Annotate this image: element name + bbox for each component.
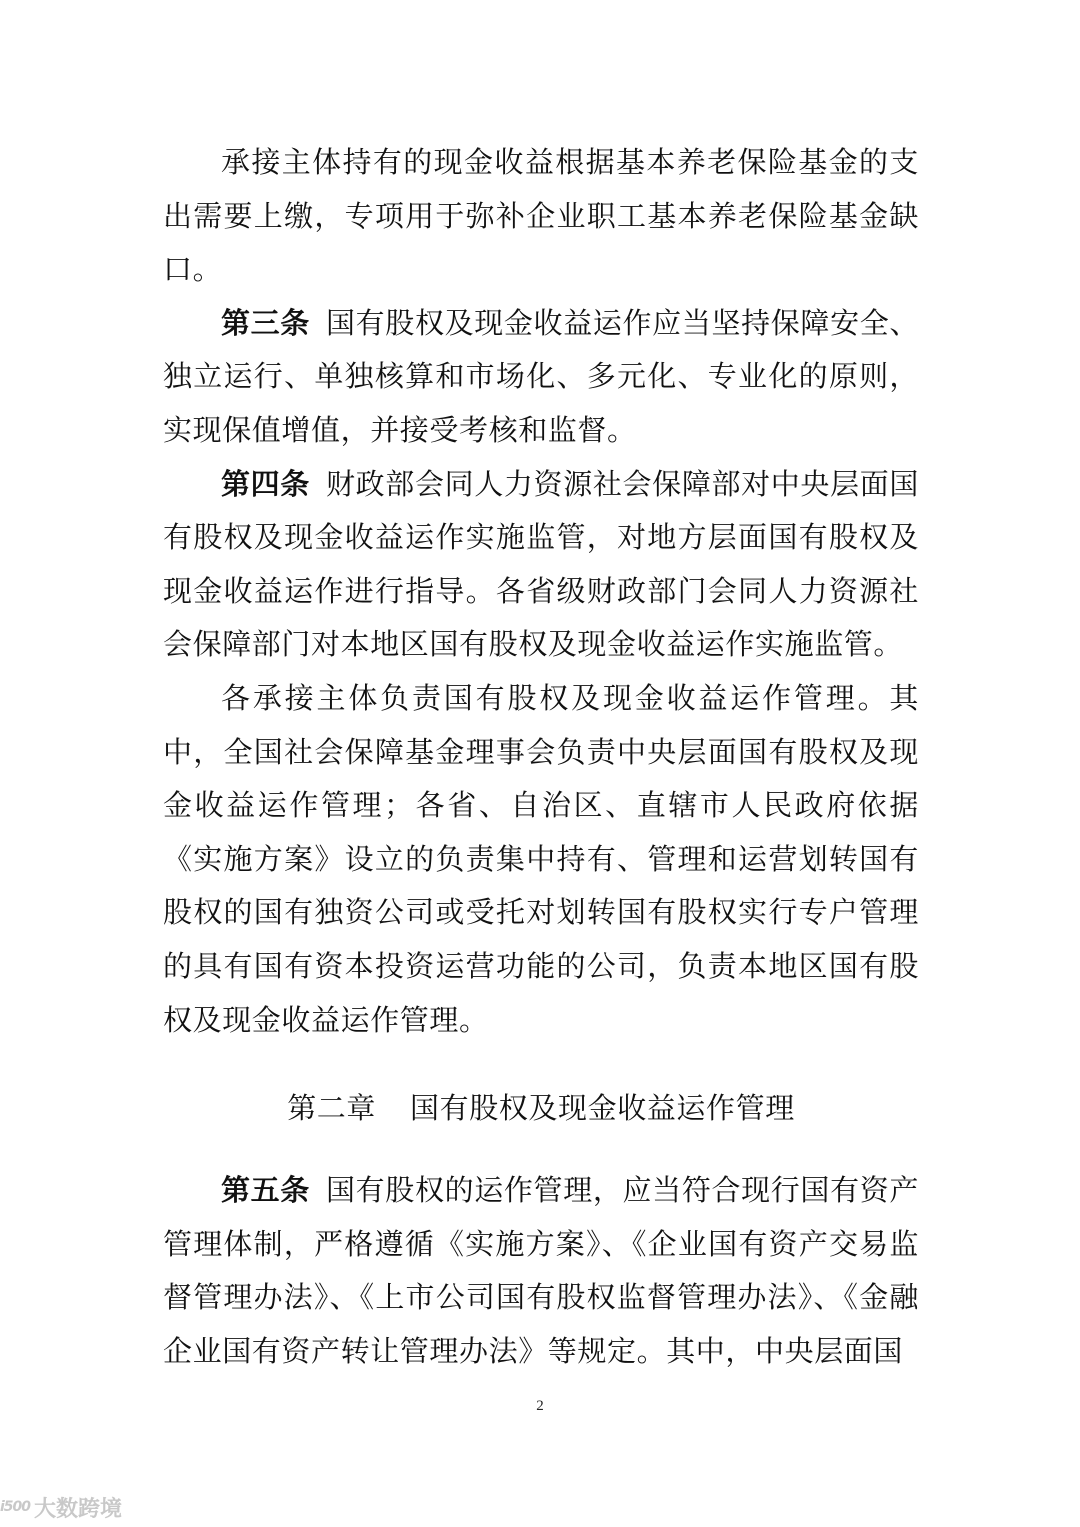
article-text: 财政部会同人力资源社会保障部对中央层面国有股权及现金收益运作实施监管，对地方层面国有股权及现金收益运作进行指导。各省级财政部门会同人力资源社会保障部门对本地区国有股权及现金收益运作实施监管。: [163, 466, 919, 662]
paragraph-cash-income: [163, 136, 919, 297]
watermark: [0, 1490, 122, 1524]
article-label: 第五条: [221, 1173, 310, 1207]
paragraph-text: 承接主体持有的现金收益根据基本养老保险基金的支出需要上缴，专项用于弥补企业职工基本养老保险基金缺口。: [163, 145, 919, 287]
article-label: 第三条: [221, 305, 310, 340]
article-text: 国有股权的运作管理，应当符合现行国有资产管理体制，严格遵循《实施方案》、《企业国有资产交易监督管理办法》、《上市公司国有股权监督管理办法》、《金融企业国有资产转让管理办法》等规定。其中，中央层面国: [163, 1173, 919, 1368]
article-4: [163, 458, 919, 672]
chapter-number: 第二章: [287, 1091, 376, 1125]
chapter-heading: [163, 1082, 919, 1136]
chapter-title: 国有股权及现金收益运作管理: [410, 1091, 795, 1125]
article-label: 第四条: [221, 466, 310, 501]
article-3: [163, 297, 919, 458]
article-5: [163, 1164, 919, 1378]
page-number: 2: [536, 1398, 544, 1414]
watermark-logo-icon: i500: [0, 1499, 31, 1515]
body-text-block-2: [163, 1164, 919, 1378]
article-text: 国有股权及现金收益运作应当坚持保障安全、独立运行、单独核算和市场化、多元化、专业化的原则，实现保值增值，并接受考核和监督。: [163, 305, 919, 447]
paragraph-management: [163, 672, 919, 1047]
watermark-text: 大数跨境: [34, 1496, 123, 1522]
body-text-block-1: [163, 136, 919, 1047]
paragraph-text: 各承接主体负责国有股权及现金收益运作管理。其中，全国社会保障基金理事会负责中央层面国有股权及现金收益运作管理；各省、自治区、直辖市人民政府依据《实施方案》设立的负责集中持有、管理和运营划转国有股权的国有独资公司或受托对划转国有股权实行专户管理的具有国有资本投资运营功能的公司，负责本地区国有股权及现金收益运作管理。: [163, 680, 919, 1037]
